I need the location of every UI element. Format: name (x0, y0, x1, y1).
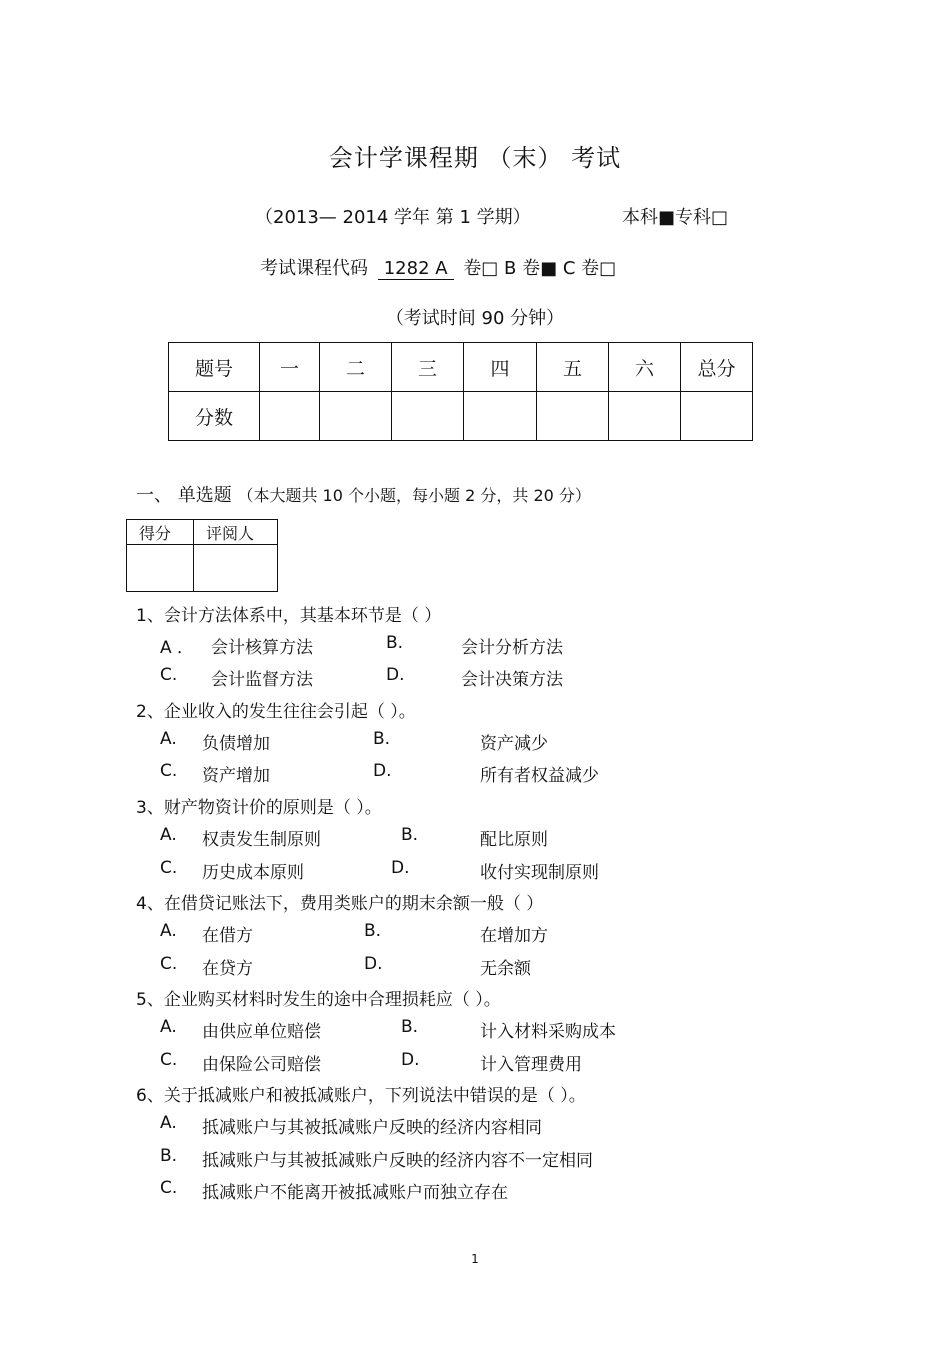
score-entry-cell[interactable] (260, 392, 320, 441)
option-text: 权责发生制原则 (202, 830, 321, 850)
option-text: 会计决策方法 (461, 670, 563, 690)
grader-score-cell[interactable] (127, 545, 194, 592)
option-text: 收付实现制原则 (480, 863, 599, 883)
course-code-value: 1282 A (378, 258, 454, 280)
score-row-label: 分数 (169, 392, 260, 441)
grader-entry-row (127, 545, 278, 592)
option-letter: B. (364, 921, 382, 941)
score-entry-cell[interactable] (464, 392, 537, 441)
option-text: 由保险公司赔偿 (202, 1055, 321, 1075)
question-stem: 1、会计方法体系中，其基本环节是（ ） (136, 606, 442, 626)
question-stem: 4、在借贷记账法下，费用类账户的期末余额一般（ ） (136, 894, 544, 914)
score-header-cell: 五 (537, 343, 609, 392)
semester-line: （2013— 2014 学年 第 1 学期） (255, 207, 531, 228)
option-letter: C. (160, 761, 178, 781)
option-text: 抵减账户与其被抵减账户反映的经济内容不一定相同 (202, 1151, 593, 1171)
score-entry-cell[interactable] (609, 392, 681, 441)
option-text: 会计分析方法 (461, 638, 563, 658)
option-letter: A. (160, 1113, 177, 1133)
option-letter: B. (401, 825, 419, 845)
section-note: （本大题共 10 个小题，每小题 2 分，共 20 分） (237, 486, 591, 505)
option-text: 计入管理费用 (480, 1055, 582, 1075)
option-letter: A. (160, 825, 177, 845)
page-number: 1 (471, 1252, 479, 1266)
grader-header-row (127, 520, 278, 545)
score-header-cell: 总分 (681, 343, 753, 392)
option-letter: B. (401, 1017, 419, 1037)
option-letter: B. (386, 633, 404, 653)
option-letter: D. (386, 665, 405, 685)
score-header-cell: 六 (609, 343, 681, 392)
score-entry-cell[interactable] (681, 392, 753, 441)
exam-duration: （考试时间 90 分钟） (385, 308, 565, 329)
option-text: 无余额 (480, 959, 531, 979)
grader-reviewer-cell[interactable] (194, 545, 278, 592)
option-text: 配比原则 (480, 830, 548, 850)
grader-table (126, 519, 278, 592)
option-text: 在借方 (202, 926, 253, 946)
option-letter: D. (401, 1050, 420, 1070)
score-header-cell: 三 (392, 343, 464, 392)
option-text: 会计监督方法 (211, 670, 313, 690)
option-letter: D. (373, 761, 392, 781)
score-entry-cell[interactable] (537, 392, 609, 441)
option-text: 历史成本原则 (202, 863, 304, 883)
question-stem: 5、企业购买材料时发生的途中合理损耗应（ ）。 (136, 990, 501, 1010)
question-stem: 3、财产物资计价的原则是（ ）。 (136, 798, 382, 818)
score-header-cell: 一 (260, 343, 320, 392)
score-table-header-row (169, 343, 753, 392)
option-letter: A. (160, 729, 177, 749)
option-text: 在贷方 (202, 959, 253, 979)
section-heading (136, 481, 591, 507)
score-table-score-row (169, 392, 753, 441)
degree-level: 本科■专科□ (622, 207, 729, 228)
option-text: 资产减少 (480, 734, 548, 754)
option-letter: B. (373, 729, 391, 749)
option-text: 在增加方 (480, 926, 548, 946)
question-stem: 2、企业收入的发生往往会引起（ ）。 (136, 702, 416, 722)
score-entry-cell[interactable] (392, 392, 464, 441)
paper-type-options: 卷□ B 卷■ C 卷□ (463, 258, 617, 279)
course-code-line (260, 254, 616, 280)
score-table (168, 342, 753, 441)
option-letter: C. (160, 1178, 178, 1198)
grader-header-cell: 评阅人 (194, 520, 278, 545)
option-text: 抵减账户不能离开被抵减账户而独立存在 (202, 1183, 508, 1203)
option-text: 所有者权益减少 (480, 766, 599, 786)
option-text: 会计核算方法 (211, 638, 313, 658)
question-stem: 6、关于抵减账户和被抵减账户，下列说法中错误的是（ ）。 (136, 1086, 586, 1106)
option-letter: A ． (160, 638, 195, 658)
option-text: 负债增加 (202, 734, 270, 754)
option-text: 由供应单位赔偿 (202, 1022, 321, 1042)
option-text: 抵减账户与其被抵减账户反映的经济内容相同 (202, 1118, 542, 1138)
score-header-cell: 四 (464, 343, 537, 392)
section-title: 一、 单选题 (136, 485, 232, 506)
option-letter: C. (160, 665, 178, 685)
score-header-cell: 二 (320, 343, 392, 392)
option-text: 计入材料采购成本 (480, 1022, 616, 1042)
option-text: 资产增加 (202, 766, 270, 786)
score-header-cell: 题号 (169, 343, 260, 392)
option-letter: A. (160, 1017, 177, 1037)
option-letter: D. (364, 954, 383, 974)
option-letter: D. (391, 858, 410, 878)
exam-title: 会计学课程期 （末） 考试 (328, 144, 622, 172)
option-letter: C. (160, 1050, 178, 1070)
option-letter: C. (160, 858, 178, 878)
score-entry-cell[interactable] (320, 392, 392, 441)
grader-header-cell: 得分 (127, 520, 194, 545)
course-code-label: 考试课程代码 (260, 258, 368, 279)
option-letter: A. (160, 921, 177, 941)
option-letter: B. (160, 1146, 178, 1166)
option-letter: C. (160, 954, 178, 974)
